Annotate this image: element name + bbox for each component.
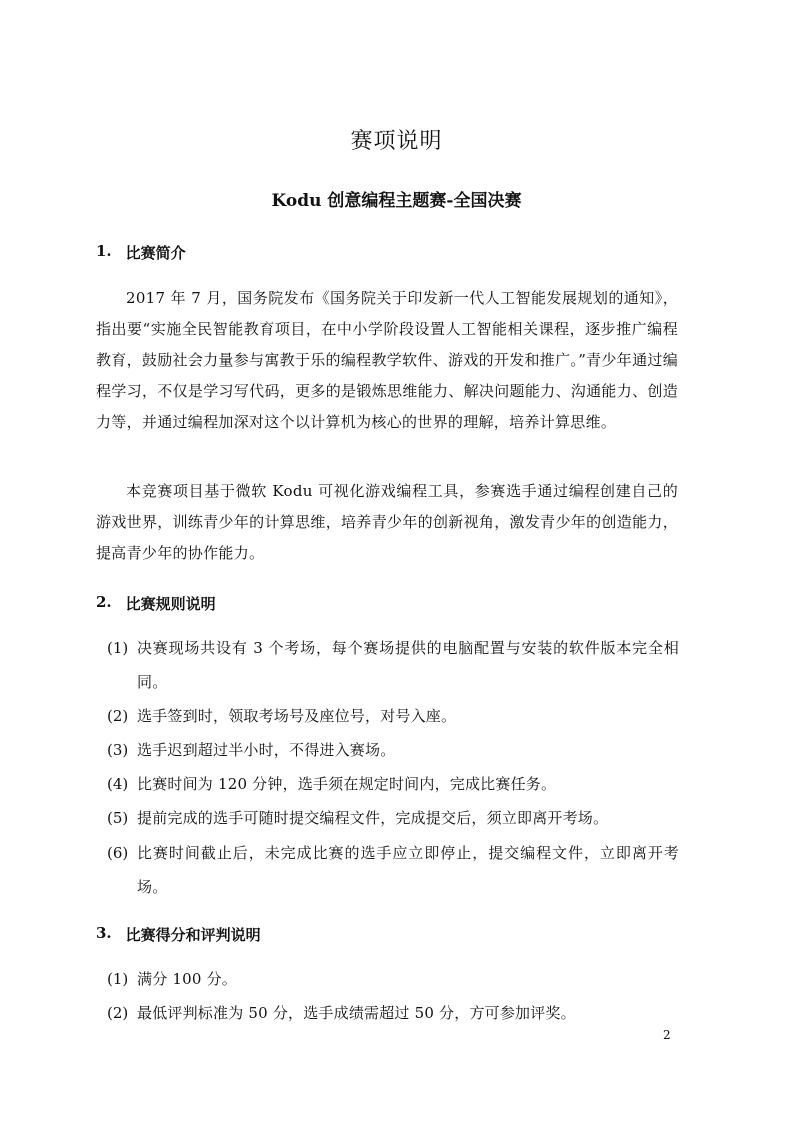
list-item-text: 选手签到时，领取考场号及座位号，对号入座。 [137, 707, 457, 725]
list-item-text: 比赛时间为 120 分钟，选手须在规定时间内，完成比赛任务。 [137, 775, 557, 793]
section-number: 3. [96, 924, 112, 942]
list-item-number: (2) [107, 707, 129, 725]
list-item-number: (2) [107, 1004, 129, 1022]
section-heading-rules [96, 593, 216, 614]
list-item-number: (6) [107, 844, 129, 862]
list-item-text: 决赛现场共设有 3 个考场，每个赛场提供的电脑配置与安装的软件版本完全相同。 [137, 639, 679, 691]
section-number: 1. [96, 242, 112, 260]
section-title: 比赛简介 [125, 244, 186, 262]
list-item-number: (1) [107, 970, 129, 988]
list-item [107, 996, 679, 1030]
list-item-text: 比赛时间截止后，未完成比赛的选手应立即停止，提交编程文件，立即离开考场。 [137, 844, 679, 896]
list-item [107, 836, 679, 904]
section-heading-scoring [96, 924, 261, 945]
list-item-text: 提前完成的选手可随时提交编程文件，完成提交后，须立即离开考场。 [137, 809, 609, 827]
page-subtitle: Kodu 创意编程主题赛-全国决赛 [271, 191, 522, 211]
list-item-text: 最低评判标准为 50 分，选手成绩需超过 50 分，方可参加评奖。 [137, 1004, 576, 1022]
list-item-text: 选手迟到超过半小时，不得进入赛场。 [137, 741, 396, 759]
section-title: 比赛得分和评判说明 [125, 926, 261, 944]
list-item [107, 733, 679, 767]
list-item [107, 767, 679, 801]
list-item [107, 962, 679, 996]
intro-paragraph-2: 本竞赛项目基于微软 Kodu 可视化游戏编程工具，参赛选手通过编程创建自己的游戏世界，训练青少年的计算思维，培养青少年的创新视角，激发青少年的创造能力，提高青少年的协作能力。 [96, 482, 678, 562]
section-heading-intro [96, 242, 186, 263]
list-item [107, 801, 679, 835]
list-item-number: (3) [107, 741, 129, 759]
intro-paragraph-1: 2017 年 7 月，国务院发布《国务院关于印发新一代人工智能发展规划的通知》，指出要“实施全民智能教育项目，在中小学阶段设置人工智能相关课程，逐步推广编程教育，鼓励社会力量参与寓教于乐的编程教学软件、游戏的开发和推广。”青少年通过编程学习，不仅是学习写代码，更多的是锻炼思维能力、解决问题能力、沟通能力、创造力等，并通过编程加深对这个以计算机为核心的世界的理解，培养计算思维。 [96, 289, 678, 431]
page-number: 2 [663, 1028, 671, 1042]
list-item-number: (4) [107, 775, 129, 793]
section-number: 2. [96, 593, 112, 611]
list-item [107, 699, 679, 733]
page-title: 赛项说明 [350, 129, 443, 154]
list-item-number: (1) [107, 639, 129, 657]
section-title: 比赛规则说明 [125, 595, 216, 613]
list-item-text: 满分 100 分。 [137, 970, 237, 988]
list-item-number: (5) [107, 809, 129, 827]
list-item [107, 631, 679, 699]
